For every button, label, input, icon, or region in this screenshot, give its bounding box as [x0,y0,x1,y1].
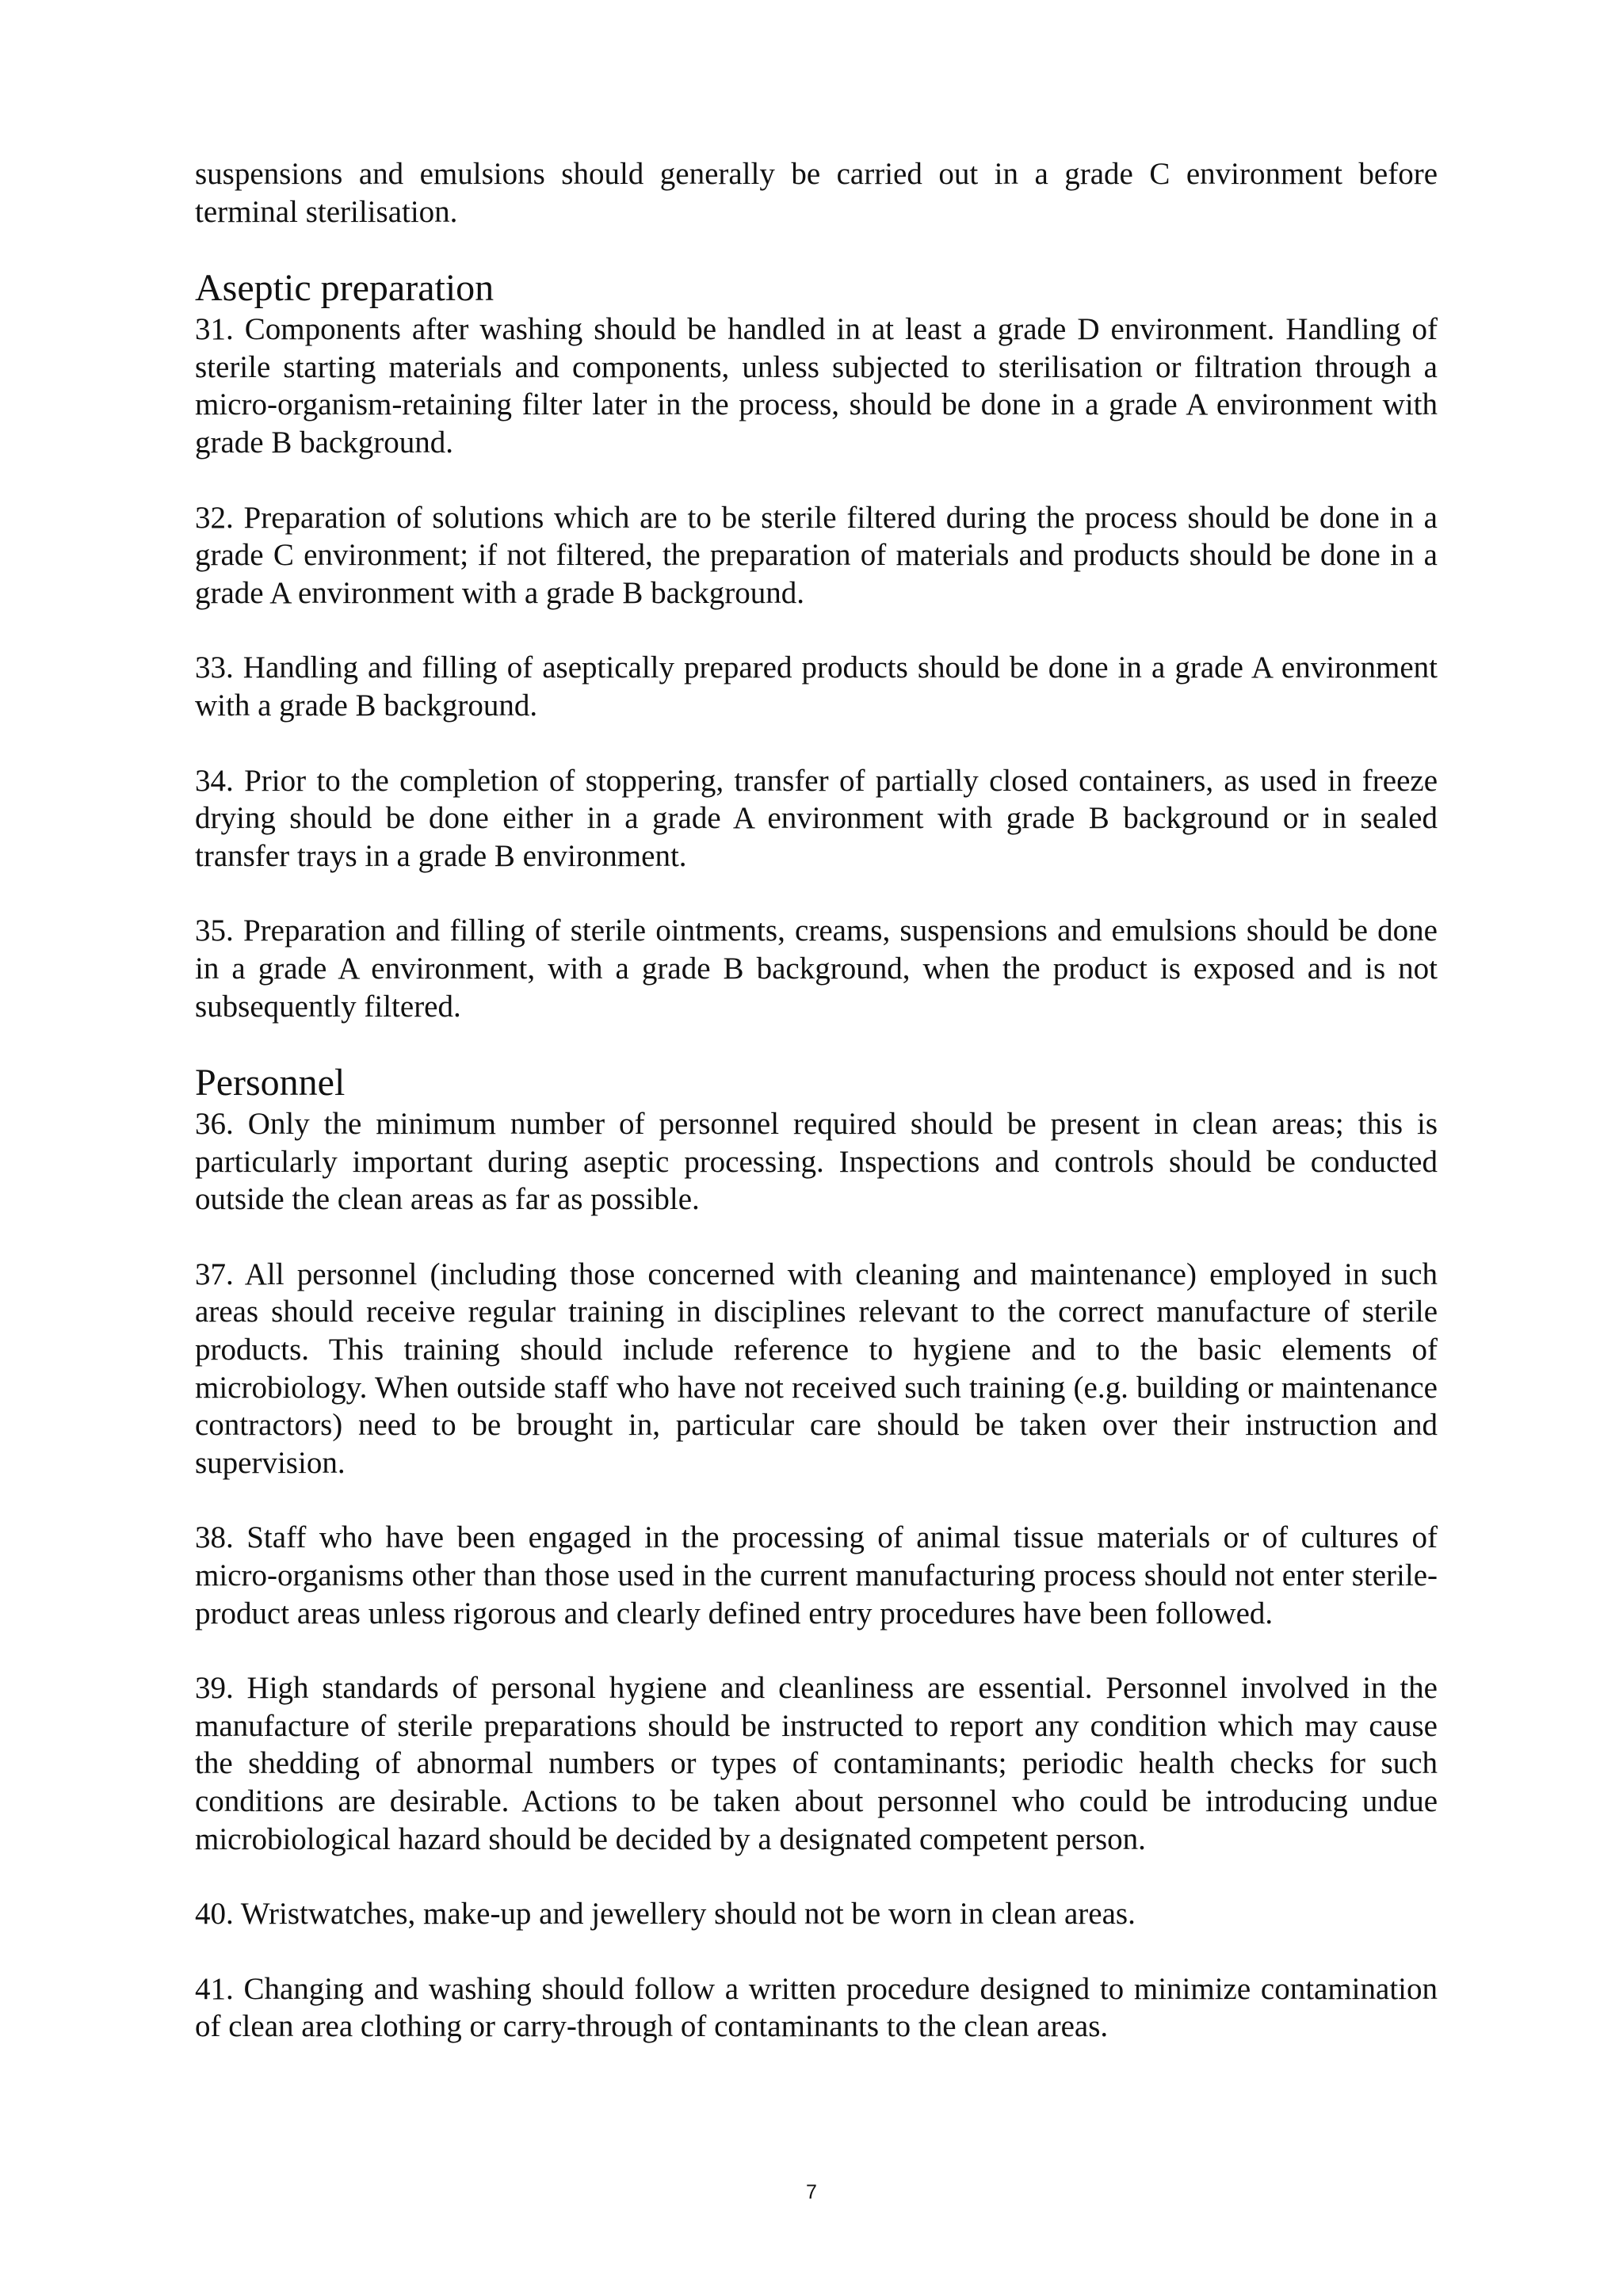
paragraph-35: 35. Preparation and filling of sterile ointments, creams, suspensions and emulsions should be done in a grade A environment, with a grade B background, when the product is exposed and is not subsequently filtered. [195,913,1438,1024]
paragraph-40: 40. Wristwatches, make-up and jewellery should not be worn in clean areas. [195,1897,1136,1932]
page-number: 7 [806,2181,817,2203]
document-page [195,155,1438,2046]
section-heading-aseptic-preparation: Aseptic preparation [195,267,495,310]
paragraph-41: 41. Changing and washing should follow a written procedure designed to minimize contamination of clean area clothing or carry-through of contaminants to the clean areas. [195,1971,1438,2044]
paragraph-36: 36. Only the minimum number of personnel required should be present in clean areas; this is particularly important during aseptic processing. Inspections and controls should be conducted outside the clean areas as far as possible. [195,1107,1438,1217]
paragraph-34: 34. Prior to the completion of stoppering, transfer of partially closed containers, as used in freeze drying should be done either in a grade A environment with grade B background or in sealed transfer trays in a grade B environment. [195,763,1438,873]
paragraph-32: 32. Preparation of solutions which are to be sterile filtered during the process should be done in a grade C environment; if not filtered, the preparation of materials and products should be done in a grade A environment with a grade B background. [195,500,1438,610]
paragraph-37: 37. All personnel (including those concerned with cleaning and maintenance) employed in such areas should receive regular training in disciplines relevant to the correct manufacture of sterile products. This training should include reference to hygiene and to the basic elements of microbiology. When outside staff who have not received such training (e.g. building or maintenance contractors) need to be brought in, particular care should be taken over their instruction and supervision. [195,1257,1438,1480]
paragraph-38: 38. Staff who have been engaged in the processing of animal tissue materials or of cultures of micro-organisms other than those used in the current manufacturing process should not enter sterile-product areas unless rigorous and clearly defined entry procedures have been followed. [195,1520,1438,1630]
paragraph-31: 31. Components after washing should be handled in at least a grade D environment. Handling of sterile starting materials and components, unless subjected to sterilisation or filtration through a micro-organism-retaining filter later in the process, should be done in a grade A environment with grade B background. [195,312,1438,460]
paragraph-39: 39. High standards of personal hygiene and cleanliness are essential. Personnel involved in the manufacture of sterile preparations should be instructed to report any condition which may cause the shedding of abnormal numbers or types of contaminants; periodic health checks for such conditions are desirable. Actions to be taken about personnel who could be introducing undue microbiological hazard should be decided by a designated competent person. [195,1671,1438,1856]
paragraph-33: 33. Handling and filling of aseptically prepared products should be done in a grade A environment with a grade B background. [195,650,1438,723]
section-heading-personnel: Personnel [195,1062,346,1104]
intro-paragraph: suspensions and emulsions should generally be carried out in a grade C environment before terminal sterilisation. [195,157,1438,229]
